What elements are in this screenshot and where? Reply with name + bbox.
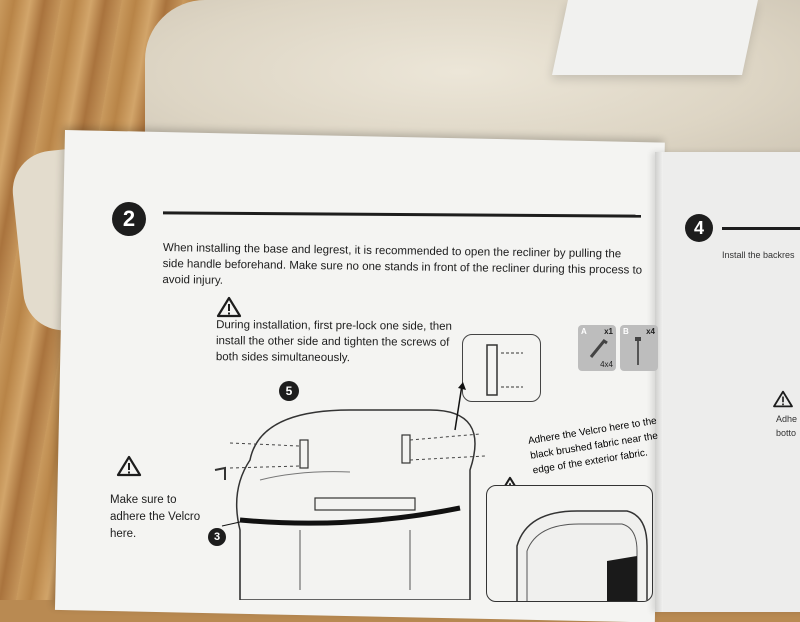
- part-callout-3: 3: [208, 528, 226, 546]
- tool-a-size: 4x4: [600, 360, 613, 369]
- tool-a-cell: [578, 325, 616, 371]
- warning-icon: [216, 296, 242, 318]
- tool-b-count: x4: [646, 327, 655, 336]
- screw-icon: [632, 337, 644, 367]
- tool-b-label: B: [623, 327, 629, 336]
- right-note-line-2: botto: [776, 428, 797, 438]
- manual-right-page: [655, 152, 800, 612]
- warning-icon: [772, 390, 794, 408]
- tool-a-label: A: [581, 327, 587, 336]
- right-page-text: Install the backres: [722, 250, 795, 260]
- right-note-line-1: Adhe: [776, 414, 798, 424]
- velcro-detail-inset: [486, 485, 653, 602]
- note-velcro-left: Make sure to adhere the Velcro here.: [110, 494, 201, 540]
- step-badge-left: 2: [112, 202, 146, 236]
- intro-text: When installing the base and legrest, it is recommended to open the recliner by pulling the side handle beforehand. Make sure no one stands in front of the recliner during this process to avoid injury.: [162, 241, 643, 287]
- cardboard-box: [552, 0, 758, 75]
- tool-a-count: x1: [604, 327, 613, 336]
- note-pre-lock: During installation, first pre-lock one side, then install the other side and tighten the screws of both sides simultaneously.: [215, 319, 453, 365]
- note-velcro-fabric: Adhere the Velcro here to the black brushed fabric near the edge of the exterior fabric.: [527, 415, 659, 477]
- warning-icon: [116, 455, 142, 477]
- part-callout-5: 5: [279, 381, 299, 401]
- step-badge-right: 4: [685, 214, 713, 242]
- step-rule-right: [722, 227, 800, 230]
- velcro-detail-drawing: [487, 486, 652, 601]
- right-page-note: [776, 412, 797, 440]
- allen-key-icon: [588, 337, 608, 361]
- tool-panel: [578, 325, 658, 371]
- tool-b-cell: [620, 325, 658, 371]
